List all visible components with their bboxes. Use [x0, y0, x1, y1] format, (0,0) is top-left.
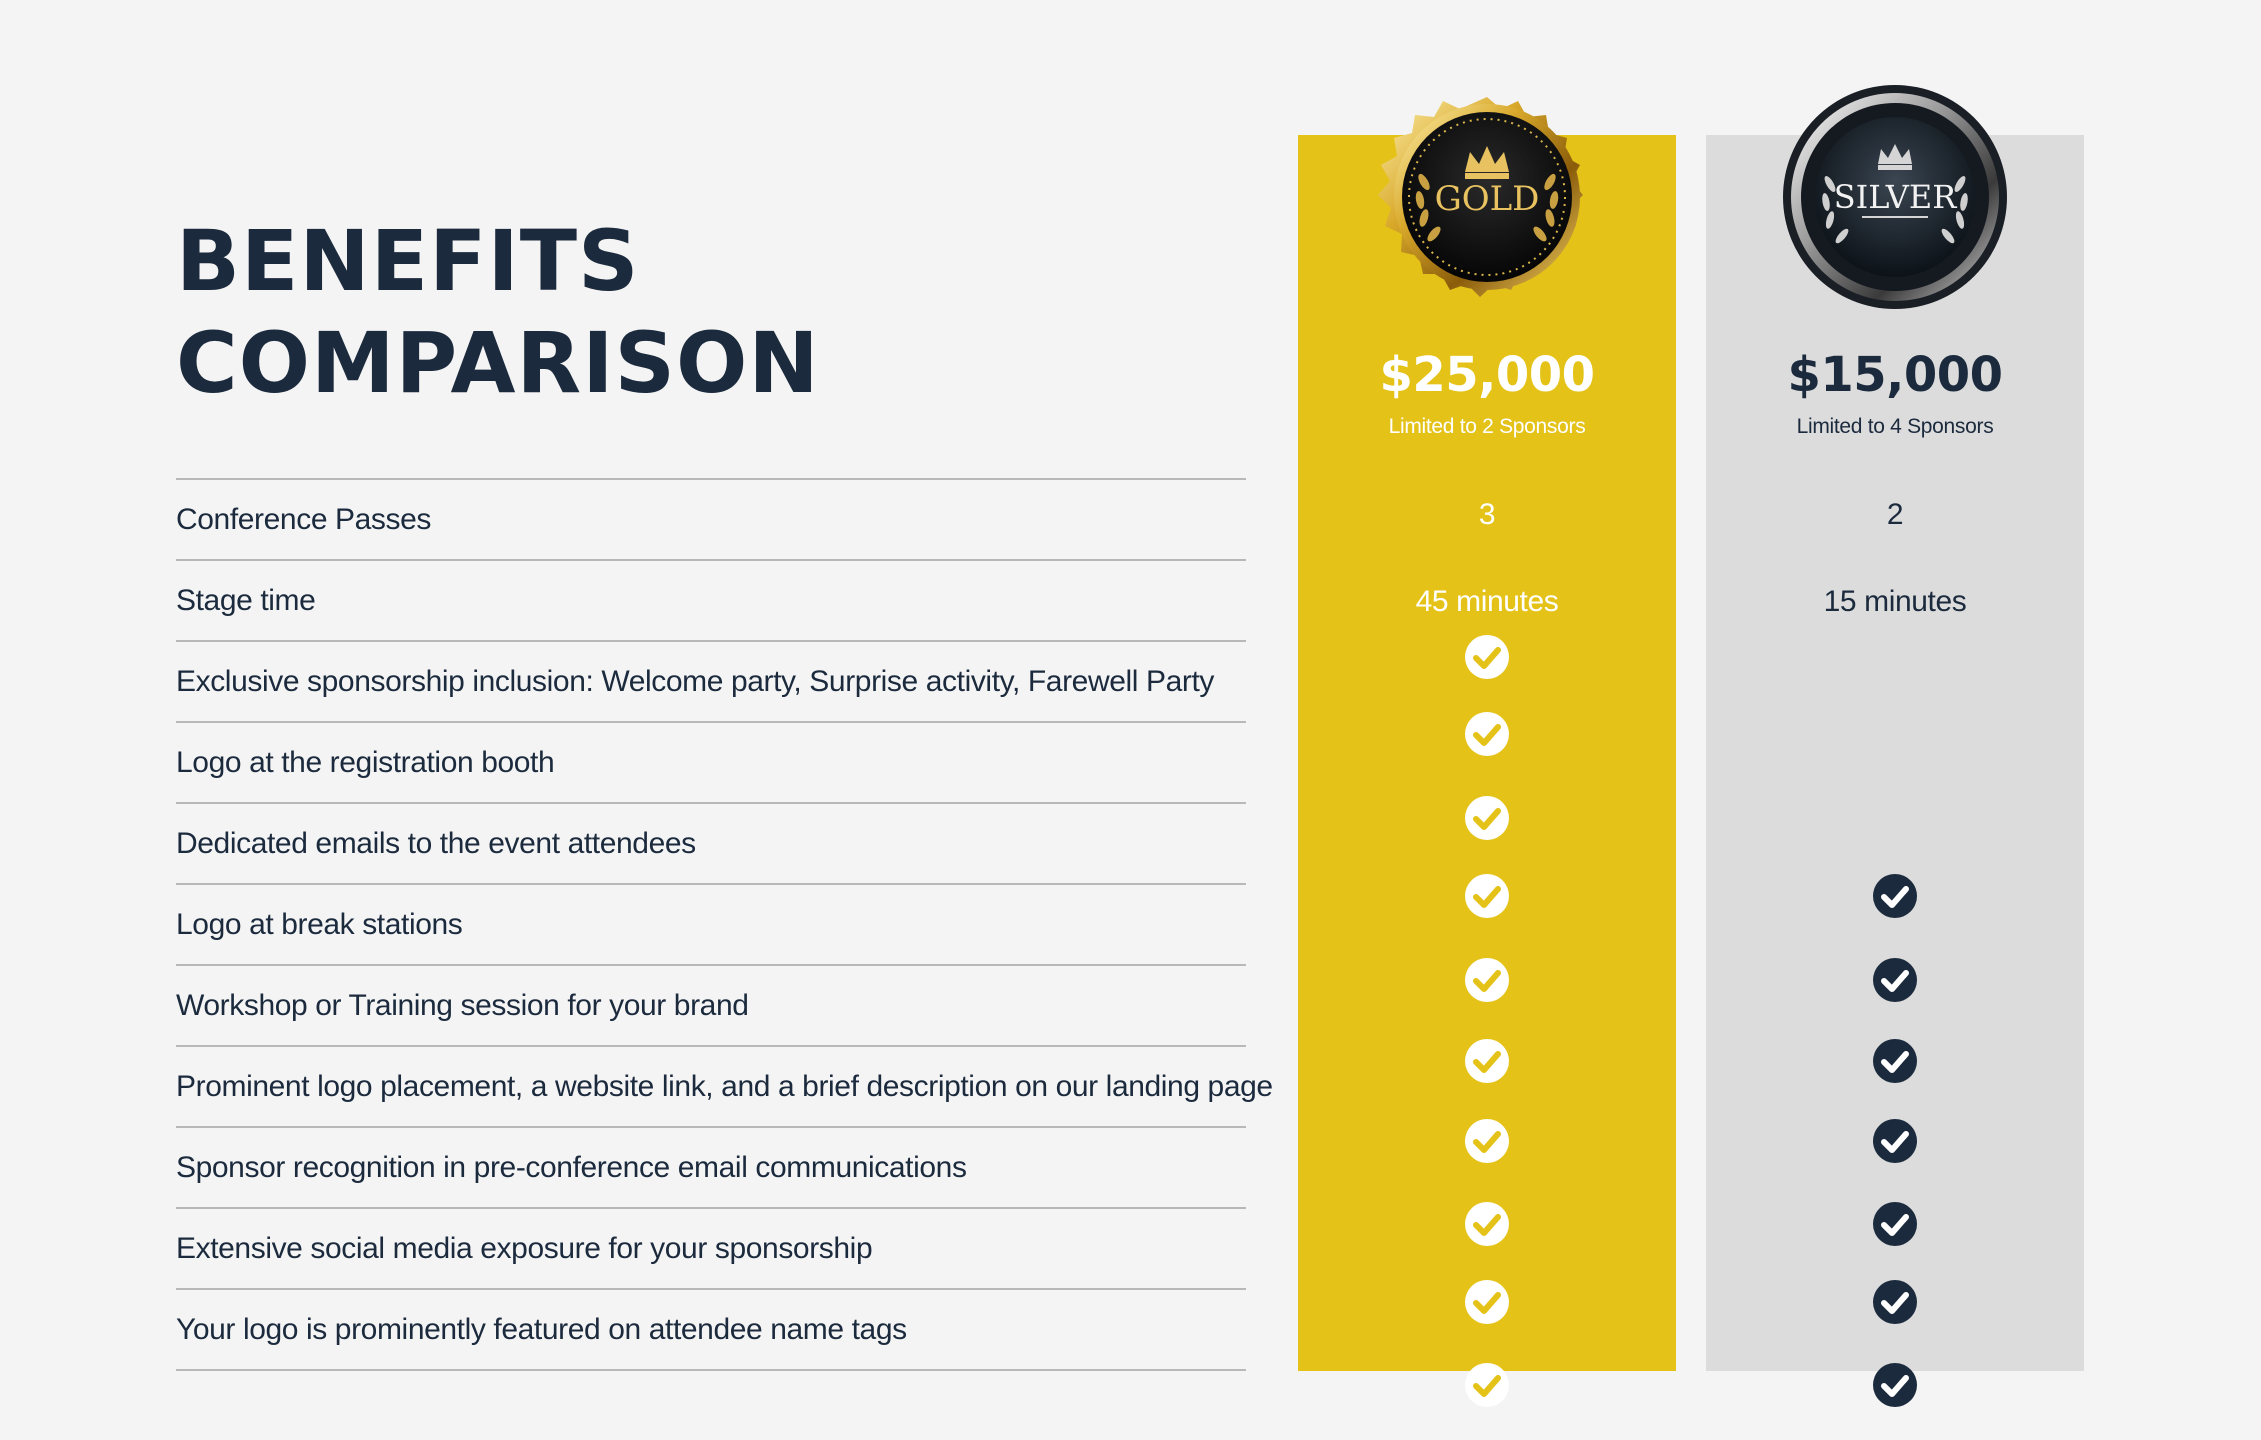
gold-check-icon: [1464, 957, 1510, 1003]
benefit-row: Your logo is prominently featured on attendee name tags: [176, 1288, 1246, 1369]
gold-price: $25,000: [1379, 347, 1595, 403]
benefit-row: Exclusive sponsorship inclusion: Welcome party, Surprise activity, Farewell Party: [176, 640, 1246, 721]
silver-check-icon: [1872, 1038, 1918, 1084]
benefit-row: Sponsor recognition in pre-conference email communications: [176, 1126, 1246, 1207]
page-title: [176, 210, 820, 414]
benefits-list: [176, 478, 1273, 1371]
silver-badge-label: SILVER: [1833, 178, 1957, 216]
benefit-row: Workshop or Training session for your brand: [176, 964, 1246, 1045]
gold-passes: 3: [1478, 498, 1496, 531]
silver-check-icon: [1872, 957, 1918, 1003]
gold-badge-icon: [1362, 72, 1612, 322]
gold-check-icon: [1464, 873, 1510, 919]
silver-passes: 2: [1886, 498, 1904, 531]
silver-limit: Limited to 4 Sponsors: [1796, 415, 1994, 438]
benefit-row: Logo at the registration booth: [176, 721, 1246, 802]
silver-stage-time: 15 minutes: [1823, 585, 1967, 618]
benefit-row: Conference Passes: [176, 478, 1246, 559]
gold-check-icon: [1464, 1118, 1510, 1164]
gold-stage-time: 45 minutes: [1415, 585, 1559, 618]
gold-check-icon: [1464, 634, 1510, 680]
gold-limit: Limited to 2 Sponsors: [1388, 415, 1586, 438]
gold-check-icon: [1464, 1279, 1510, 1325]
silver-price: $15,000: [1787, 347, 2003, 403]
silver-check-icon: [1872, 1118, 1918, 1164]
title-line-2: COMPARISON: [176, 314, 820, 412]
gold-badge-label: GOLD: [1434, 179, 1540, 219]
title-line-1: BENEFITS: [176, 212, 640, 310]
silver-check-icon: [1872, 1279, 1918, 1325]
benefit-row: Logo at break stations: [176, 883, 1246, 964]
silver-tier-column: [1706, 135, 2084, 1371]
gold-check-icon: [1464, 1201, 1510, 1247]
gold-check-icon: [1464, 1362, 1510, 1408]
benefit-row: Prominent logo placement, a website link, and a brief description on our landing page: [176, 1045, 1246, 1126]
gold-check-icon: [1464, 711, 1510, 757]
silver-check-icon: [1872, 1201, 1918, 1247]
silver-check-icon: [1872, 1362, 1918, 1408]
gold-check-icon: [1464, 1038, 1510, 1084]
gold-tier-column: [1298, 135, 1676, 1371]
benefit-row: Stage time: [176, 559, 1246, 640]
silver-check-icon: [1872, 873, 1918, 919]
benefit-row: Extensive social media exposure for your sponsorship: [176, 1207, 1246, 1288]
list-divider: [176, 1369, 1246, 1371]
gold-check-icon: [1464, 795, 1510, 841]
benefit-row: Dedicated emails to the event attendees: [176, 802, 1246, 883]
silver-badge-icon: [1770, 72, 2020, 322]
